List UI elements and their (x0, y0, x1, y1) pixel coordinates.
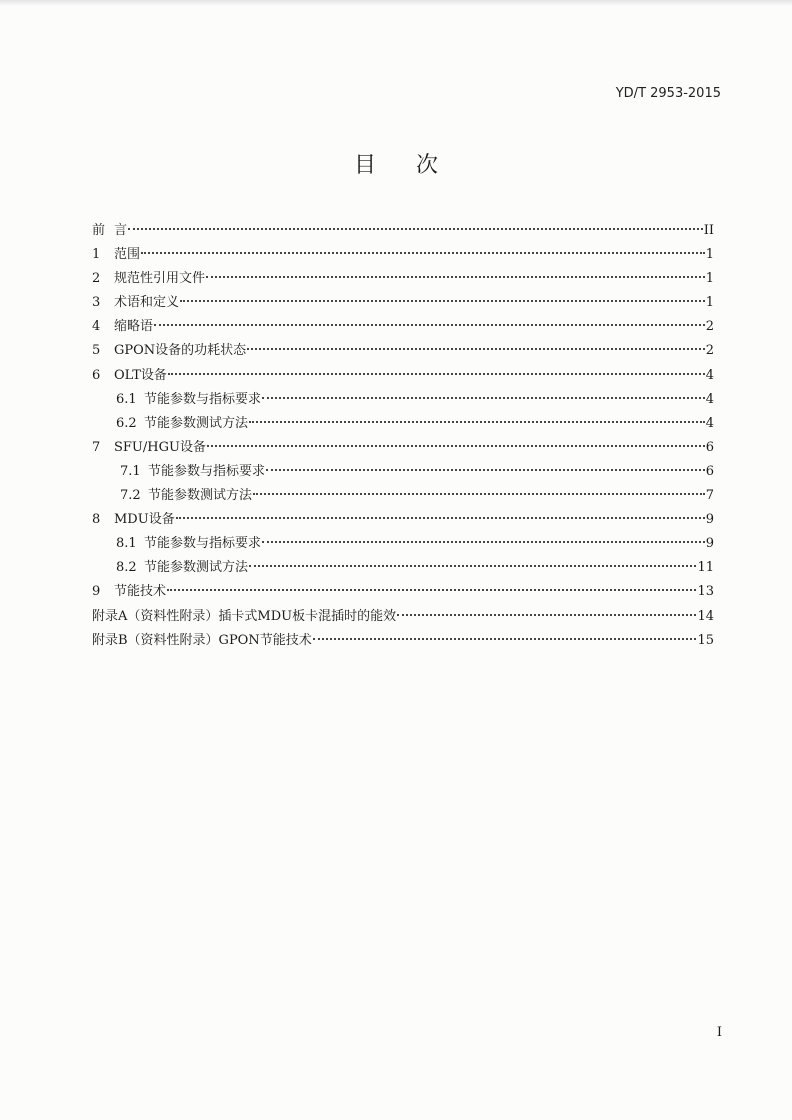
toc-entry-number: 7 (92, 439, 101, 455)
toc-dot-leader (168, 373, 705, 375)
toc-entry-label: 术语和定义 (114, 295, 180, 311)
toc-dot-leader (262, 541, 705, 543)
toc-entry-page: 1 (705, 271, 714, 287)
toc-entry-number: 前 (92, 223, 106, 238)
toc-entry-number: 2 (92, 271, 101, 287)
toc-entry-number: 7.2 (120, 488, 141, 504)
toc-entry-page: 1 (705, 295, 714, 311)
toc-entry-number: 8.2 (116, 560, 137, 576)
toc-entry-number: 6.2 (116, 415, 137, 431)
toc-entry[interactable] (92, 388, 714, 412)
scan-edge (0, 0, 792, 6)
toc-entry[interactable] (92, 508, 714, 532)
toc-entry-number: 5 (92, 343, 101, 359)
toc-dot-leader (180, 300, 705, 302)
page-title: 目次 (353, 153, 478, 178)
page-number: I (716, 1025, 722, 1040)
toc-entry[interactable] (92, 532, 714, 556)
toc-dot-leader (247, 348, 705, 350)
table-of-contents (92, 219, 714, 653)
toc-entry-page: 6 (705, 463, 714, 479)
toc-entry-page: II (703, 223, 714, 238)
toc-entry-page: 1 (705, 247, 714, 263)
toc-entry-page: 9 (705, 536, 714, 552)
toc-entry-label: 缩略语 (114, 319, 154, 335)
toc-entry-label: SFU/HGU设备 (114, 439, 206, 455)
toc-dot-leader (206, 276, 705, 278)
toc-dot-leader (141, 252, 705, 254)
toc-entry-page: 7 (705, 488, 714, 504)
toc-entry-number: 1 (92, 247, 101, 263)
toc-entry-page: 13 (697, 584, 714, 600)
toc-entry-label: 节能参数与指标要求 (144, 536, 262, 552)
toc-entry-label: 节能技术 (114, 584, 167, 600)
toc-entry-page: 4 (705, 415, 714, 431)
toc-entry-page: 4 (705, 367, 714, 383)
toc-entry-label: 言 (114, 223, 128, 238)
toc-entry[interactable] (92, 267, 714, 291)
toc-entry[interactable] (92, 243, 714, 267)
toc-entry[interactable] (92, 219, 714, 243)
toc-entry-number: 3 (92, 295, 101, 311)
toc-entry-number: 4 (92, 319, 101, 335)
toc-dot-leader (128, 228, 703, 230)
toc-entry-number: 7.1 (120, 463, 141, 479)
toc-entry-label: 范围 (114, 247, 141, 263)
toc-entry-label: MDU设备 (114, 512, 175, 528)
toc-entry-label: 节能参数测试方法 (144, 415, 249, 431)
toc-entry-page: 14 (697, 608, 714, 624)
toc-entry-label: GPON设备的功耗状态 (114, 343, 247, 359)
toc-entry-page: 6 (705, 439, 714, 455)
toc-dot-leader (253, 493, 705, 495)
toc-entry[interactable] (92, 364, 714, 388)
toc-entry[interactable] (92, 605, 714, 629)
toc-entry[interactable] (92, 436, 714, 460)
toc-entry[interactable] (92, 460, 714, 484)
toc-dot-leader (154, 324, 705, 326)
toc-dot-leader (207, 445, 705, 447)
toc-entry-page: 4 (705, 391, 714, 407)
toc-dot-leader (176, 517, 705, 519)
toc-entry[interactable] (92, 291, 714, 315)
document-id: YD/T 2953-2015 (615, 86, 721, 101)
toc-dot-leader (262, 397, 705, 399)
toc-entry-page: 2 (705, 319, 714, 335)
toc-entry-label: 节能参数与指标要求 (144, 391, 262, 407)
toc-entry[interactable] (92, 580, 714, 604)
toc-dot-leader (313, 638, 697, 640)
toc-dot-leader (249, 421, 705, 423)
toc-entry[interactable] (92, 556, 714, 580)
toc-entry-number: 6.1 (116, 391, 137, 407)
toc-entry-label: 节能参数测试方法 (144, 560, 249, 576)
toc-entry[interactable] (92, 339, 714, 363)
toc-entry-number: 9 (92, 584, 101, 600)
toc-entry-label: OLT设备 (114, 367, 167, 383)
toc-dot-leader (266, 469, 705, 471)
toc-entry-label: 规范性引用文件 (114, 271, 206, 287)
toc-entry-number: 6 (92, 367, 101, 383)
toc-entry-page: 2 (705, 343, 714, 359)
toc-entry[interactable] (92, 484, 714, 508)
toc-entry-label: 附录A（资料性附录）插卡式MDU板卡混插时的能效 (92, 608, 397, 624)
toc-entry[interactable] (92, 629, 714, 653)
toc-entry-label: 节能参数与指标要求 (148, 463, 266, 479)
toc-entry-label: 附录B（资料性附录）GPON节能技术 (92, 632, 312, 648)
toc-entry-page: 9 (705, 512, 714, 528)
toc-dot-leader (397, 614, 696, 616)
toc-entry-page: 11 (697, 560, 714, 576)
toc-entry-number: 8 (92, 512, 101, 528)
toc-entry-label: 节能参数测试方法 (148, 488, 253, 504)
toc-dot-leader (249, 565, 696, 567)
toc-entry[interactable] (92, 412, 714, 436)
toc-entry[interactable] (92, 315, 714, 339)
toc-dot-leader (167, 589, 696, 591)
toc-entry-number: 8.1 (116, 536, 137, 552)
toc-entry-page: 15 (697, 632, 714, 648)
